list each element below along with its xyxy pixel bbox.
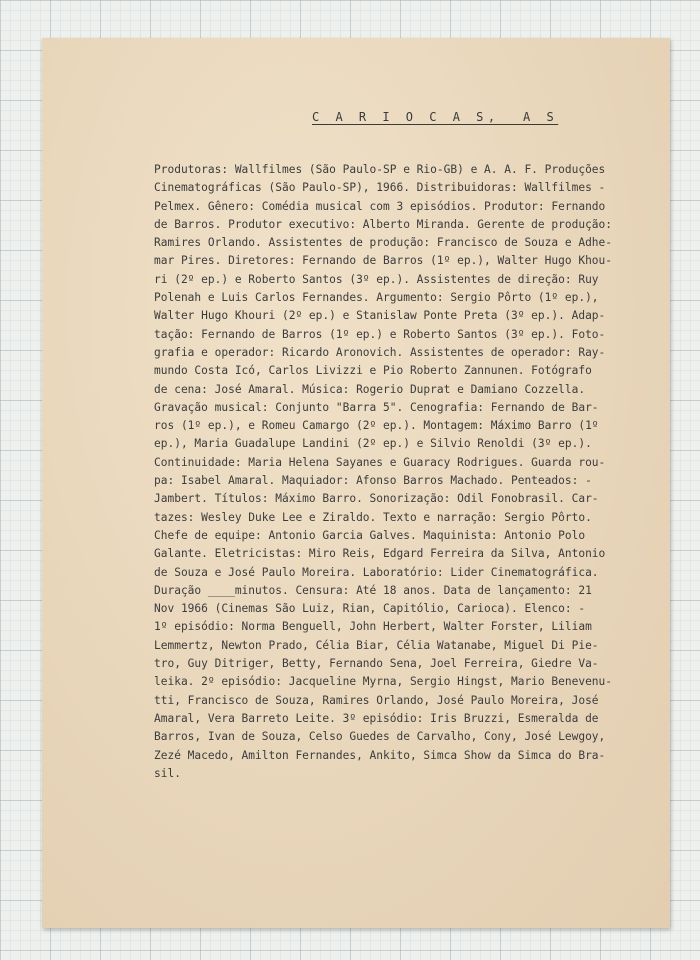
text-line: tazes: Wesley Duke Lee e Ziraldo. Texto e narração: Sergio Pôrto. bbox=[154, 510, 592, 524]
text-line: Lemmertz, Newton Prado, Célia Biar, Célia Watanabe, Miguel Di Pie- bbox=[154, 638, 599, 652]
text-line: de cena: José Amaral. Música: Rogerio Duprat e Damiano Cozzella. bbox=[154, 382, 586, 396]
text-line: Walter Hugo Khouri (2º ep.) e Stanislaw Ponte Preta (3º ep.). Adap- bbox=[154, 309, 606, 323]
text-line: ros (1º ep.), e Romeu Camargo (2º ep.). Montagem: Máximo Barro (1º bbox=[154, 419, 599, 433]
text-line: 1º episódio: Norma Benguell, John Herbert, Walter Forster, Liliam bbox=[154, 620, 592, 634]
text-line: Amaral, Vera Barreto Leite. 3º episódio: Iris Bruzzi, Esmeralda de bbox=[154, 711, 599, 725]
document-page bbox=[42, 38, 670, 928]
text-line: tação: Fernando de Barros (1º ep.) e Roberto Santos (3º ep.). Foto- bbox=[154, 327, 606, 341]
text-line: mar Pires. Diretores: Fernando de Barros (1º ep.), Walter Hugo Khou- bbox=[154, 254, 613, 268]
text-line: Continuidade: Maria Helena Sayanes e Guaracy Rodrigues. Guarda rou- bbox=[154, 455, 606, 469]
text-line: ri (2º ep.) e Roberto Santos (3º ep.). Assistentes de direção: Ruy bbox=[154, 272, 599, 286]
document-title: C A R I O C A S, A S bbox=[312, 110, 559, 124]
text-line: Nov 1966 (Cinemas São Luiz, Rian, Capitólio, Carioca). Elenco: - bbox=[154, 602, 586, 616]
text-line: ep.), Maria Guadalupe Landini (2º ep.) e Silvio Renoldi (3º ep.). bbox=[154, 437, 592, 451]
text-line: Zezé Macedo, Amilton Fernandes, Ankito, Simca Show da Simca do Bra- bbox=[154, 748, 606, 762]
text-line: Gravação musical: Conjunto "Barra 5". Cenografia: Fernando de Bar- bbox=[154, 400, 599, 414]
text-line: Duração ____minutos. Censura: Até 18 anos. Data de lançamento: 21 bbox=[154, 583, 592, 597]
text-line: grafia e operador: Ricardo Aronovich. Assistentes de operador: Ray- bbox=[154, 345, 606, 359]
text-line: Jambert. Títulos: Máximo Barro. Sonorização: Odil Fonobrasil. Car- bbox=[154, 492, 599, 506]
text-line: de Souza e José Paulo Moreira. Laboratório: Lider Cinematográfica. bbox=[154, 565, 599, 579]
text-line: Barros, Ivan de Souza, Celso Guedes de Carvalho, Cony, José Lewgoy, bbox=[154, 730, 606, 744]
text-line: leika. 2º episódio: Jacqueline Myrna, Sergio Hingst, Mario Benevenu- bbox=[154, 675, 613, 689]
text-line: Chefe de equipe: Antonio Garcia Galves. Maquinista: Antonio Polo bbox=[154, 528, 586, 542]
text-line: tti, Francisco de Souza, Ramires Orlando, José Paulo Moreira, José bbox=[154, 693, 599, 707]
text-line: Pelmex. Gênero: Comédia musical com 3 episódios. Produtor: Fernando bbox=[154, 199, 606, 213]
text-line: sil. bbox=[154, 766, 181, 780]
document-body bbox=[154, 161, 644, 783]
text-line: Ramires Orlando. Assistentes de produção: Francisco de Souza e Adhe- bbox=[154, 236, 613, 250]
text-line: mundo Costa Icó, Carlos Livizzi e Pio Roberto Zannunen. Fotógrafo bbox=[154, 364, 592, 378]
text-line: Galante. Eletricistas: Miro Reis, Edgard Ferreira da Silva, Antonio bbox=[154, 547, 606, 561]
text-line: de Barros. Produtor executivo: Alberto Miranda. Gerente de produção: bbox=[154, 217, 613, 231]
text-line: pa: Isabel Amaral. Maquiador: Afonso Barros Machado. Penteados: - bbox=[154, 474, 592, 488]
text-line: Polenah e Luis Carlos Fernandes. Argumento: Sergio Pôrto (1º ep.), bbox=[154, 291, 599, 305]
text-line: Produtoras: Wallfilmes (São Paulo-SP e Rio-GB) e A. A. F. Produções bbox=[154, 163, 606, 176]
text-line: Cinematográficas (São Paulo-SP), 1966. Distribuidoras: Wallfilmes - bbox=[154, 181, 606, 195]
text-line: tro, Guy Ditriger, Betty, Fernando Sena, Joel Ferreira, Giedre Va- bbox=[154, 657, 599, 671]
